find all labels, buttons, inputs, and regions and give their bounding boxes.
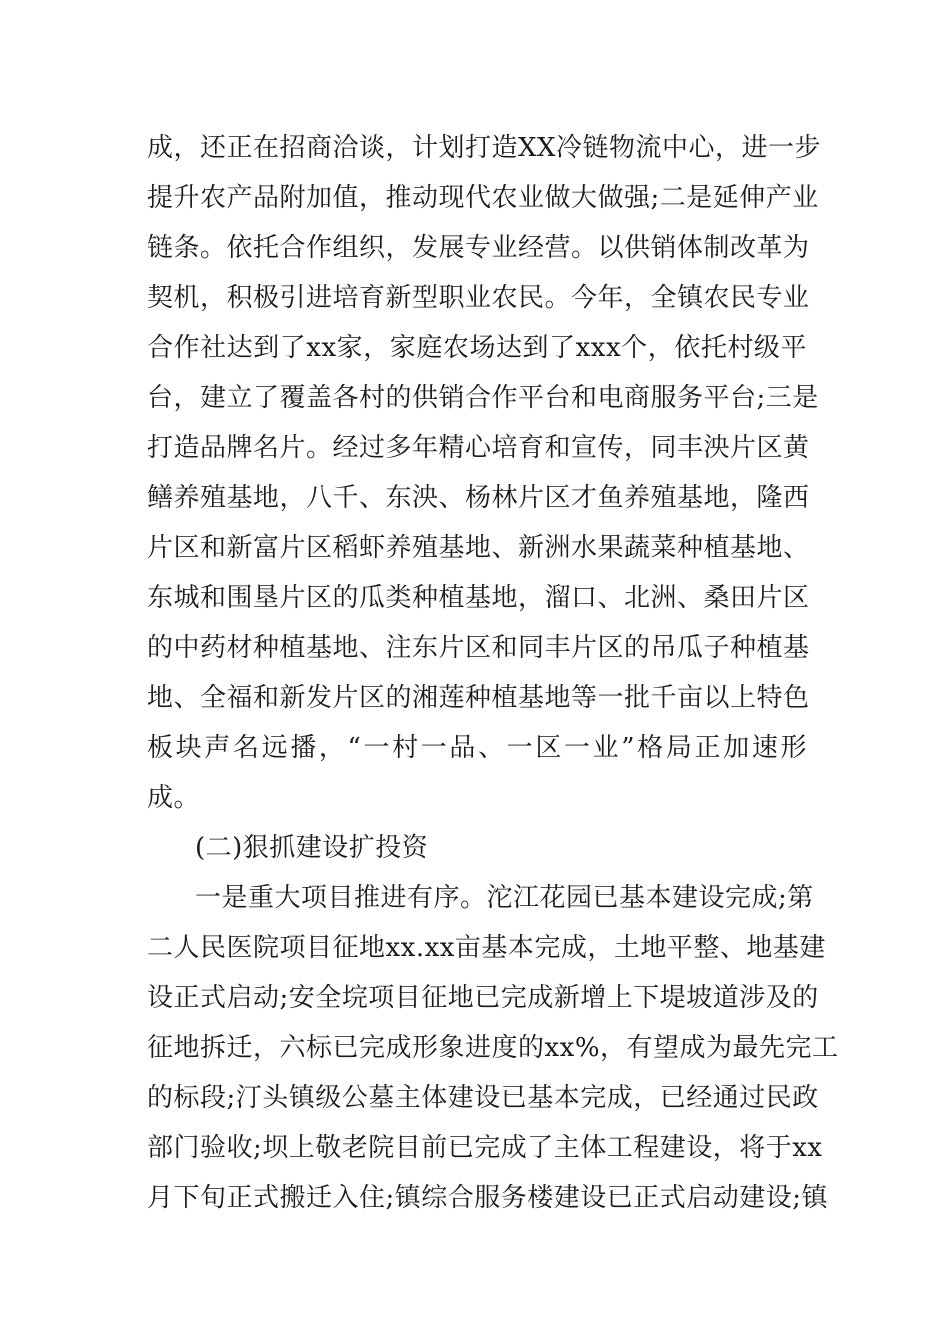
paragraph-line: 打造品牌名片。经过多年精心培育和宣传，同丰泱片区黄 — [147, 433, 810, 463]
paragraph-line: 设正式启动;安全垸项目征地已完成新增上下堤坡道涉及的 — [147, 983, 819, 1013]
paragraph-line: 片区和新富片区稻虾养殖基地、新洲水果蔬菜种植基地、 — [147, 533, 810, 563]
paragraph-line: 台，建立了覆盖各村的供销合作平台和电商服务平台;三是 — [147, 383, 819, 413]
paragraph-line: 二人民医院项目征地xx.xx亩基本完成，土地平整、地基建 — [147, 933, 826, 963]
paragraph-line: 板块声名远播，“一村一品、一区一业”格局正加速形 — [147, 733, 807, 763]
paragraph-line: 成，还正在招商洽谈，计划打造XX冷链物流中心，进一步 — [147, 133, 822, 163]
paragraph-line: 成。 — [147, 783, 201, 813]
paragraph-line: 月下旬正式搬迁入住;镇综合服务楼建设已正式启动建设;镇 — [147, 1183, 829, 1213]
section-heading: (二)狠抓建设扩投资 — [195, 833, 429, 863]
paragraph-line: 提升农产品附加值，推动现代农业做大做强;二是延伸产业 — [147, 183, 819, 213]
paragraph-line: 的标段;汀头镇级公墓主体建设已基本完成，已经通过民政 — [147, 1083, 819, 1113]
paragraph-line: 鳝养殖基地，八千、东泱、杨林片区才鱼养殖基地，隆西 — [147, 483, 810, 513]
paragraph-line: 地、全福和新发片区的湘莲种植基地等一批千亩以上特色 — [147, 683, 810, 713]
paragraph-line: 的中药材种植基地、注东片区和同丰片区的吊瓜子种植基 — [147, 633, 810, 663]
paragraph-line: 契机，积极引进培育新型职业农民。今年，全镇农民专业 — [147, 283, 810, 313]
paragraph-line: 链条。依托合作组织，发展专业经营。以供销体制改革为 — [147, 233, 810, 263]
paragraph-line: 征地拆迁，六标已完成形象进度的xx%，有望成为最先完工 — [147, 1033, 839, 1063]
paragraph-line: 东城和围垦片区的瓜类种植基地，溜口、北洲、桑田片区 — [147, 583, 810, 613]
paragraph-line: 合作社达到了xx家，家庭农场达到了xxx个，依托村级平 — [147, 333, 807, 363]
paragraph-line: 部门验收;坝上敬老院目前已完成了主体工程建设，将于xx — [147, 1133, 823, 1163]
paragraph-line: 一是重大项目推进有序。沱江花园已基本建设完成;第 — [195, 883, 814, 913]
